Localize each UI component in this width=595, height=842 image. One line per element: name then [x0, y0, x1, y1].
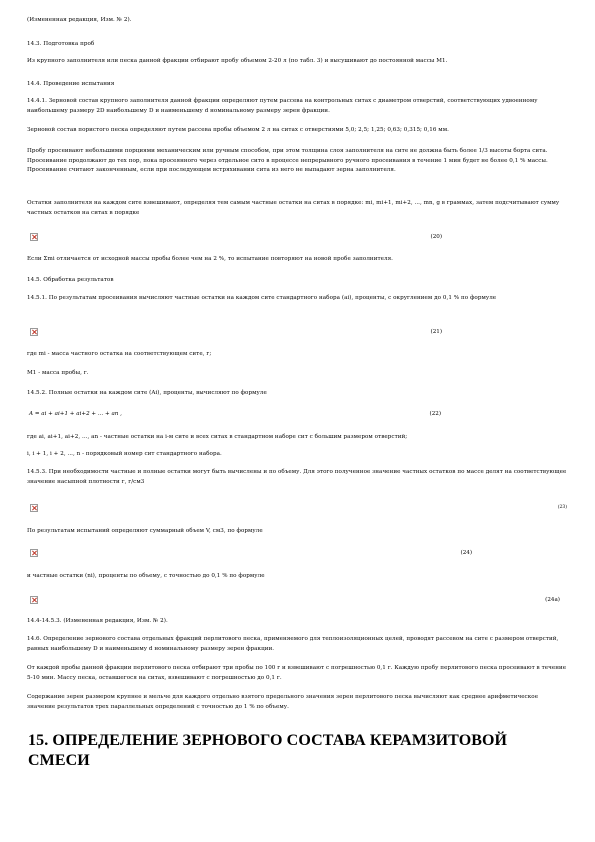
equation-number-22: (22) [429, 411, 441, 417]
paragraph-m1: М1 - масса пробы, г. [27, 370, 89, 376]
broken-image-icon [30, 504, 38, 512]
paragraph-sieve-index: i, i + 1, i + 2, ..., n - порядковый номер сит стандартного набора. [27, 451, 222, 457]
section-14-4-title: 14.4. Проведение испытания [27, 81, 115, 87]
equation-number-20: (20) [430, 234, 442, 240]
paragraph-where-mi: где mi - масса частного остатка на соответствующем сите, г; [27, 351, 212, 357]
paragraph-where-ai: где ai, ai+1, ai+2, ..., an - частные остатки на i-м сите и всех ситах в стандартном наборе сит с большим размером отверстий; [27, 434, 408, 440]
revision-note-top: (Измененная редакция, Изм. № 2). [27, 17, 132, 23]
paragraph-average: Содержание зерен размером крупнее и мельче для каждого отдельно взятого предельного значения зерен перлитового песка вычисляют как среднее арифметическое значение результатов трех параллельных определений с точностью до 1 % по объему. [27, 694, 539, 710]
equation-number-23: (23) [557, 505, 567, 510]
paragraph-14-5-3: 14.5.3. При необходимости частные и полные остатки могут быть вычислены и по объему. Для этого полученное значение частных остатков по массе делят на соответствующее значение насыпной плотности г, г/см3 [27, 469, 567, 485]
paragraph-14-4-1: 14.4.1. Зерновой состав крупного заполнителя данной фракции определяют путем рассева на контрольных ситах с диаметром отверстий, соответствующих удвоенному наибольшему размеру 2D наибольшему D и наименьшему d номинальному размеру зерен фракции. [27, 98, 538, 114]
paragraph-total-volume: По результатам испытаний определяют суммарный объем V, см3, по формуле [27, 528, 263, 534]
equation-22-row [27, 409, 567, 419]
paragraph-mass-difference: Если Σmi отличается от исходной массы пробы более чем на 2 %, то испытание повторяют на новой пробе заполнителя. [27, 256, 393, 262]
equation-number-24a: (24а) [545, 597, 560, 603]
equation-24-row [27, 548, 567, 560]
paragraph-14-3: Из крупного заполнителя или песка данной фракции отбирают пробу объемом 2-20 л (по табл. 3) и высушивают до постоянной массы М1. [27, 58, 448, 64]
equation-number-21: (21) [430, 329, 442, 335]
paragraph-14-6: 14.6. Определение зернового состава отдельных фракций перлитового песка, применяемого для теплоизоляционных целей, проводят рассевом на сите с размером отверстий, равных наибольшему D и наименьшему d номинальному размеру зерен фракции. [27, 636, 559, 652]
equation-20-row [27, 232, 567, 244]
equation-21-row [27, 327, 567, 339]
paragraph-sieving-procedure: Пробу просеивают небольшими порциями механическим или ручным способом, при этом толщина слоя заполнителя на сите не должна быть более 1/3 высоты борта сита. Просеивание продолжают до тех пор, пока просеянного через отдельное сито в процессе непрерывного ручного просеивания в течение 1 мин будет не более 0,1 % массы. Просеивание считают законченным, если при последующем встряхивании сита из него не выпадают зерна заполнителя. [27, 148, 548, 174]
equation-23-row [27, 503, 567, 515]
broken-image-icon [30, 549, 38, 557]
section-14-5-title: 14.5. Обработка результатов [27, 277, 114, 283]
paragraph-14-5-1: 14.5.1. По результатам просеивания вычисляют частные остатки на каждом сите стандартного набора (ai), проценты, с округлением до 0,1 % по формуле [27, 295, 497, 301]
equation-24a-row [27, 595, 567, 607]
section-15-heading: 15. ОПРЕДЕЛЕНИЕ ЗЕРНОВОГО СОСТАВА КЕРАМЗИТОВОЙ СМЕСИ [28, 732, 508, 769]
paragraph-perlite-samples: От каждой пробы данной фракции перлитового песка отбирают три пробы по 100 г и взвешивают с погрешностью 0,1 г. Каждую пробу перлитового песка просеивают в течение 5-10 мин. Массу песка, оставшегося на ситах, взвешивают с погрешностью до 0,1 г. [27, 665, 567, 681]
revision-note-mid: 14.4-14.5.3. (Измененная редакция, Изм. № 2). [27, 618, 168, 624]
broken-image-icon [30, 233, 38, 241]
broken-image-icon [30, 596, 38, 604]
broken-image-icon [30, 328, 38, 336]
section-14-3-title: 14.3. Подготовка проб [27, 41, 95, 47]
paragraph-residues: Остатки заполнителя на каждом сите взвешивают, определяя тем самым частные остатки на ситах в порядке: mi, mi+1, mi+2, ..., mn, g в граммах, затем подсчитывают сумму частных остатков на ситах в порядке [27, 200, 560, 216]
paragraph-partial-volume: и частные остатки (ni), проценты по объему, с точностью до 0,1 % по формуле [27, 573, 265, 579]
formula-22: A = ai + ai+1 + ai+2 + ... + an , [29, 411, 122, 417]
paragraph-sand-sieves: Зерновой состав пористого песка определяют путем рассева пробы объемом 2 л на ситах с отверстиями 5,0; 2,5; 1,25; 0,63; 0,315; 0,16 мм. [27, 127, 449, 133]
paragraph-14-5-2: 14.5.2. Полные остатки на каждом сите (Ai), проценты, вычисляют по формуле [27, 390, 267, 396]
equation-number-24: (24) [460, 550, 472, 556]
